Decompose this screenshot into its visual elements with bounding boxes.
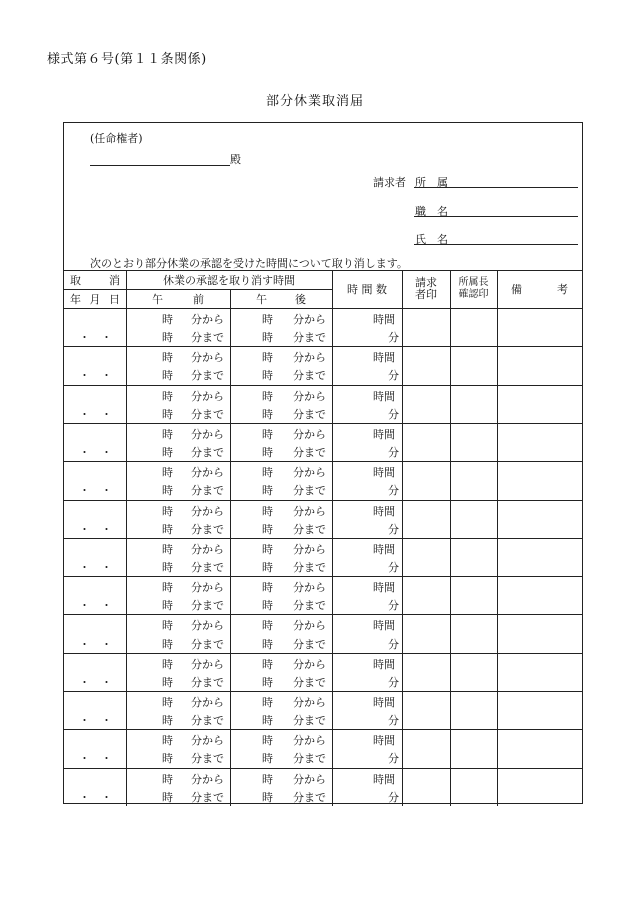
hours-unit: 時間 <box>373 657 395 671</box>
minutes-unit: 分 <box>388 599 399 613</box>
pm-to-minute: 分まで <box>293 484 326 498</box>
am-to-minute: 分まで <box>191 407 224 421</box>
row-rule <box>64 691 582 692</box>
pm-from-hour: 時 <box>262 351 273 365</box>
pm-from-hour: 時 <box>262 581 273 595</box>
pm-from-hour: 時 <box>262 772 273 786</box>
am-from-hour: 時 <box>162 466 173 480</box>
pm-to-hour: 時 <box>262 560 273 574</box>
am-from-minute: 分から <box>191 581 224 595</box>
am-to-minute: 分まで <box>191 446 224 460</box>
row-rule <box>64 346 582 347</box>
hours-unit: 時間 <box>373 466 395 480</box>
row-rule <box>64 576 582 577</box>
pm-from-minute: 分から <box>293 427 326 441</box>
am-to-hour: 時 <box>162 522 173 536</box>
pm-to-minute: 分まで <box>293 790 326 804</box>
pm-from-minute: 分から <box>293 619 326 633</box>
pm-header-part: 後 <box>295 292 306 306</box>
am-from-minute: 分から <box>191 504 224 518</box>
statement-text: 次のとおり部分休業の承認を受けた時間について取り消します。 <box>90 257 408 270</box>
minutes-unit: 分 <box>388 369 399 383</box>
pm-to-minute: 分まで <box>293 446 326 460</box>
minutes-unit: 分 <box>388 446 399 460</box>
am-to-minute: 分まで <box>191 714 224 728</box>
pm-from-hour: 時 <box>262 504 273 518</box>
pm-to-minute: 分まで <box>293 752 326 766</box>
am-to-minute: 分まで <box>191 599 224 613</box>
minutes-unit: 分 <box>388 560 399 574</box>
chief-seal-header-part: 確認印 <box>458 289 489 300</box>
am-from-hour: 時 <box>162 696 173 709</box>
am-header-part: 前 <box>193 292 204 306</box>
period-header: 休業の承認を取り消す時間 <box>163 273 295 287</box>
am-to-minute: 分まで <box>191 522 224 536</box>
hours-unit: 時間 <box>373 389 395 403</box>
am-to-hour: 時 <box>162 331 173 345</box>
am-from-hour: 時 <box>162 427 173 441</box>
am-from-minute: 分から <box>191 466 224 480</box>
row-rule <box>64 423 582 424</box>
am-to-minute: 分まで <box>191 752 224 766</box>
pm-to-hour: 時 <box>262 790 273 804</box>
hours-unit: 時間 <box>373 734 395 748</box>
am-to-minute: 分まで <box>191 675 224 689</box>
am-to-hour: 時 <box>162 790 173 804</box>
pm-to-hour: 時 <box>262 484 273 498</box>
pm-from-hour: 時 <box>262 696 273 709</box>
pm-to-hour: 時 <box>262 675 273 689</box>
pm-from-hour: 時 <box>262 542 273 556</box>
pm-from-hour: 時 <box>262 389 273 403</box>
pm-to-hour: 時 <box>262 446 273 460</box>
am-from-hour: 時 <box>162 351 173 365</box>
pm-from-minute: 分から <box>293 581 326 595</box>
pm-to-minute: 分まで <box>293 599 326 613</box>
minutes-unit: 分 <box>388 790 399 804</box>
row-rule <box>64 729 582 730</box>
pm-to-minute: 分まで <box>293 675 326 689</box>
addressee-honorific: 殿 <box>230 153 241 166</box>
remarks-header-part: 考 <box>557 283 568 296</box>
am-to-minute: 分まで <box>191 560 224 574</box>
addressee-label: (任命権者) <box>90 132 143 145</box>
row-rule <box>64 614 582 615</box>
row-date-marks: ・ ・ <box>79 752 112 766</box>
pm-from-minute: 分から <box>293 313 326 326</box>
requester-seal-header <box>402 270 450 308</box>
am-from-hour: 時 <box>162 657 173 671</box>
am-to-minute: 分まで <box>191 331 224 345</box>
am-from-minute: 分から <box>191 657 224 671</box>
cancel-header-left: 取 <box>70 273 81 287</box>
minutes-unit: 分 <box>388 331 399 345</box>
date-header <box>64 289 126 308</box>
row-rule <box>64 538 582 539</box>
pm-header-part: 午 <box>256 292 267 306</box>
form-number: 様式第６号(第１１条関係) <box>47 52 207 67</box>
am-to-minute: 分まで <box>191 484 224 498</box>
am-from-hour: 時 <box>162 389 173 403</box>
am-from-minute: 分から <box>191 772 224 786</box>
hours-unit: 時間 <box>373 504 395 518</box>
am-to-hour: 時 <box>162 675 173 689</box>
am-from-minute: 分から <box>191 619 224 633</box>
row-date-marks: ・ ・ <box>79 675 112 689</box>
row-date-marks: ・ ・ <box>79 484 112 498</box>
pm-from-minute: 分から <box>293 542 326 556</box>
name-label: 氏 名 <box>415 233 448 246</box>
row-date-marks: ・ ・ <box>79 599 112 613</box>
pm-to-hour: 時 <box>262 599 273 613</box>
am-from-minute: 分から <box>191 427 224 441</box>
hours-header: 時 間 数 <box>347 283 387 296</box>
am-to-hour: 時 <box>162 714 173 728</box>
am-to-hour: 時 <box>162 369 173 383</box>
pm-to-hour: 時 <box>262 522 273 536</box>
pm-from-hour: 時 <box>262 657 273 671</box>
pm-to-minute: 分まで <box>293 560 326 574</box>
am-header <box>126 289 230 308</box>
department-label: 所 属 <box>415 176 448 189</box>
requester-label: 請求者 <box>373 176 406 189</box>
minutes-unit: 分 <box>388 752 399 766</box>
pm-from-minute: 分から <box>293 657 326 671</box>
hours-unit: 時間 <box>373 427 395 441</box>
remarks-header-part: 備 <box>511 283 522 296</box>
row-date-marks: ・ ・ <box>79 790 112 804</box>
minutes-unit: 分 <box>388 484 399 498</box>
am-from-minute: 分から <box>191 351 224 365</box>
row-date-marks: ・ ・ <box>79 560 112 574</box>
row-date-marks: ・ ・ <box>79 714 112 728</box>
cancel-header <box>64 270 126 289</box>
am-from-hour: 時 <box>162 619 173 633</box>
pm-to-minute: 分まで <box>293 369 326 383</box>
am-from-hour: 時 <box>162 734 173 748</box>
am-to-hour: 時 <box>162 560 173 574</box>
hours-unit: 時間 <box>373 772 395 786</box>
minutes-unit: 分 <box>388 675 399 689</box>
remarks-header <box>497 270 582 308</box>
am-from-minute: 分から <box>191 313 224 326</box>
am-to-minute: 分まで <box>191 637 224 651</box>
pm-to-hour: 時 <box>262 407 273 421</box>
am-to-minute: 分まで <box>191 790 224 804</box>
hours-unit: 時間 <box>373 313 395 326</box>
pm-from-hour: 時 <box>262 734 273 748</box>
chief-seal-header <box>450 270 497 308</box>
pm-from-minute: 分から <box>293 696 326 709</box>
pm-to-hour: 時 <box>262 331 273 345</box>
am-to-hour: 時 <box>162 407 173 421</box>
row-rule <box>64 653 582 654</box>
date-header-part: 年 <box>70 292 81 306</box>
hours-unit: 時間 <box>373 542 395 556</box>
date-header-part: 月 <box>89 292 101 306</box>
cancel-header-right: 消 <box>109 273 120 287</box>
pm-to-hour: 時 <box>262 752 273 766</box>
pm-from-hour: 時 <box>262 313 273 326</box>
am-from-hour: 時 <box>162 772 173 786</box>
pm-to-minute: 分まで <box>293 331 326 345</box>
minutes-unit: 分 <box>388 407 399 421</box>
am-from-hour: 時 <box>162 504 173 518</box>
minutes-unit: 分 <box>388 714 399 728</box>
am-from-minute: 分から <box>191 389 224 403</box>
pm-from-hour: 時 <box>262 427 273 441</box>
requester-seal-header-part: 請求 <box>415 276 437 289</box>
requester-seal-header-part: 者印 <box>415 288 437 301</box>
am-from-hour: 時 <box>162 542 173 556</box>
am-from-minute: 分から <box>191 734 224 748</box>
am-to-hour: 時 <box>162 599 173 613</box>
pm-from-minute: 分から <box>293 389 326 403</box>
am-to-hour: 時 <box>162 752 173 766</box>
am-to-minute: 分まで <box>191 369 224 383</box>
pm-from-minute: 分から <box>293 734 326 748</box>
pm-from-minute: 分から <box>293 351 326 365</box>
row-rule <box>64 385 582 386</box>
pm-to-minute: 分まで <box>293 522 326 536</box>
row-rule <box>64 768 582 769</box>
am-to-hour: 時 <box>162 637 173 651</box>
pm-from-minute: 分から <box>293 504 326 518</box>
form-frame <box>63 122 583 804</box>
cancellation-table <box>64 123 582 803</box>
am-to-hour: 時 <box>162 446 173 460</box>
position-label: 職 名 <box>415 205 448 218</box>
hours-unit: 時間 <box>373 351 395 365</box>
pm-from-hour: 時 <box>262 466 273 480</box>
row-rule <box>64 461 582 462</box>
am-from-hour: 時 <box>162 581 173 595</box>
minutes-unit: 分 <box>388 637 399 651</box>
date-header-part: 日 <box>109 292 120 306</box>
row-date-marks: ・ ・ <box>79 522 112 536</box>
pm-from-minute: 分から <box>293 466 326 480</box>
am-header-part: 午 <box>152 292 163 306</box>
minutes-unit: 分 <box>388 522 399 536</box>
am-from-hour: 時 <box>162 313 173 326</box>
row-date-marks: ・ ・ <box>79 407 112 421</box>
pm-to-hour: 時 <box>262 369 273 383</box>
pm-header <box>230 289 332 308</box>
row-date-marks: ・ ・ <box>79 331 112 345</box>
row-date-marks: ・ ・ <box>79 446 112 460</box>
row-date-marks: ・ ・ <box>79 369 112 383</box>
row-rule <box>64 500 582 501</box>
am-to-hour: 時 <box>162 484 173 498</box>
pm-to-minute: 分まで <box>293 637 326 651</box>
row-date-marks: ・ ・ <box>79 637 112 651</box>
pm-from-hour: 時 <box>262 619 273 633</box>
pm-to-minute: 分まで <box>293 407 326 421</box>
hours-unit: 時間 <box>373 696 395 709</box>
pm-to-hour: 時 <box>262 714 273 728</box>
am-from-minute: 分から <box>191 696 224 709</box>
pm-to-minute: 分まで <box>293 714 326 728</box>
pm-to-hour: 時 <box>262 637 273 651</box>
pm-from-minute: 分から <box>293 772 326 786</box>
hours-unit: 時間 <box>373 619 395 633</box>
hours-unit: 時間 <box>373 581 395 595</box>
chief-seal-header-part: 所属長 <box>458 277 489 288</box>
table-header-rule <box>64 308 582 309</box>
am-from-minute: 分から <box>191 542 224 556</box>
document-title: 部分休業取消届 <box>265 94 364 109</box>
